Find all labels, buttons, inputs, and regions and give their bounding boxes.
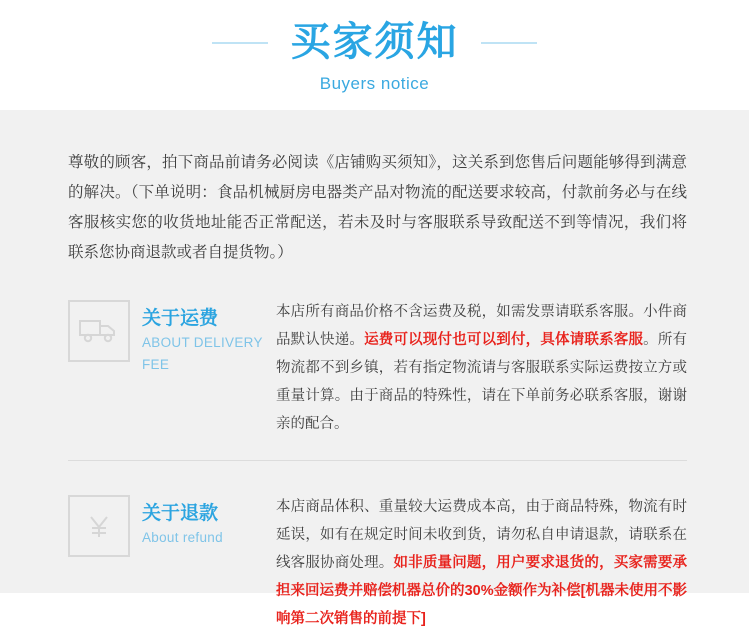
page-header	[0, 0, 749, 110]
refund-text-before: 本店商品体积、重量较大运费成本高，由于商品特殊，物流有时延误，如有在规定时间未收到货，请勿私自申请退款，请联系在线客服协商处理。	[276, 499, 687, 571]
refund-text-highlight: 如非质量问题，用户要求退货的，买家需要承担来回运费并赔偿机器总价的30%金额作为补偿[机器未使用不影响第二次销售的前提下]	[276, 555, 688, 627]
section-refund-title: 关于退款	[142, 503, 219, 524]
section-delivery-fee-titles	[142, 300, 276, 376]
section-delivery-fee	[0, 296, 749, 438]
page-subtitle: Buyers notice	[319, 74, 430, 93]
delivery-text-before: 本店所有商品价格不含运费及税，如需发票请联系客服。小件商品默认快递。	[276, 304, 687, 348]
section-delivery-fee-title: 关于运费	[142, 308, 219, 329]
section-delivery-fee-body	[276, 296, 687, 438]
section-refund-body	[276, 491, 687, 633]
truck-icon	[68, 300, 130, 362]
section-refund-heading	[68, 491, 276, 557]
yuan-icon	[68, 495, 130, 557]
section-refund-subtitle: About refund	[142, 530, 223, 545]
delivery-text-highlight: 运费可以现付也可以到付，具体请联系客服	[364, 332, 644, 348]
section-delivery-fee-heading	[68, 296, 276, 376]
section-delivery-fee-subtitle: ABOUT DELIVERY FEE	[142, 335, 263, 372]
page-title: 买家须知	[290, 20, 459, 64]
header-rule-left	[212, 42, 268, 44]
intro-paragraph: 尊敬的顾客，拍下商品前请务必阅读《店铺购买须知》，这关系到您售后问题能够得到满意的解决。（下单说明：食品机械厨房电器类产品对物流的配送要求较高，付款前务必与在线客服核实您的收货地址能否正常配送，若未及时与客服联系导致配送不到等情况，我们将联系您协商退款或者自提货物。）	[68, 154, 687, 261]
section-refund	[0, 491, 749, 633]
notice-panel	[0, 110, 749, 627]
section-refund-titles	[142, 495, 223, 549]
header-rule-right	[481, 42, 537, 44]
section-divider	[68, 460, 687, 461]
delivery-text-after: 。所有物流都不到乡镇，若有指定物流请与客服联系实际运费按立方或重量计算。由于商品的特殊性，请在下单前务必联系客服，谢谢亲的配合。	[276, 332, 688, 432]
